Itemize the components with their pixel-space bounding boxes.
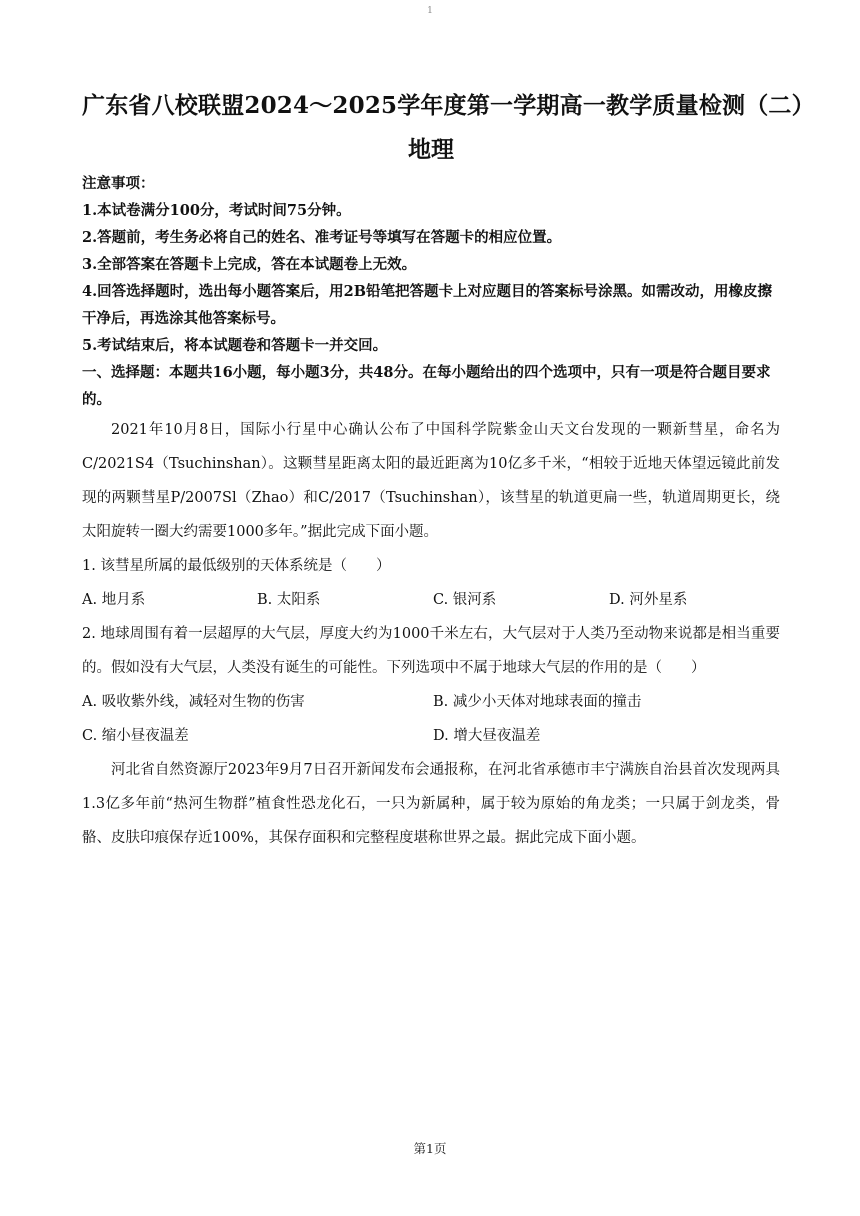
question-2-option-d: D. 增大昼夜温差 — [433, 728, 541, 744]
question-1-option-b: B. 太阳系 — [257, 592, 321, 608]
subject-title: 地理 — [408, 136, 454, 163]
notice-heading: 注意事项： — [82, 175, 155, 192]
passage-comet: 2021年10月8日，国际小行星中心确认公布了中国科学院紫金山天文台发现的一颗新彗星，命名为C/2021S4（Tsuchinshan）。这颗彗星距离太阳的最近距离为10亿多千米，“相较于近地天体望远镜此前发现的两颗彗星P/2007Sl（Zhao）和C/2017（Tsuchinshan），该彗星的轨道更扁一些，轨道周期更长，绕太阳旋转一圈大约需要1000多年。”据此完成下面小题。 — [82, 422, 780, 540]
question-1-options — [82, 583, 780, 617]
notice-item: 2.答题前，考生务必将自己的姓名、准考证号等填写在答题卡的相应位置。 — [82, 229, 562, 246]
question-1-option-d: D. 河外星系 — [609, 592, 688, 608]
page-number: 第1页 — [413, 1141, 447, 1156]
section-heading: 一、选择题：本题共16小题，每小题3分，共48分。在每小题给出的四个选项中，只有一项是符合题目要求的。 — [82, 364, 771, 408]
notice-block — [82, 170, 780, 359]
question-2-options — [82, 685, 780, 753]
notice-item: 4.回答选择题时，选出每小题答案后，用2B铅笔把答题卡上对应题目的答案标号涂黑。如需改动，用橡皮擦干净后，再选涂其他答案标号。 — [82, 283, 772, 327]
question-1-option-a: A. 地月系 — [82, 592, 146, 608]
top-page-mark: 1 — [427, 6, 433, 16]
notice-item: 3.全部答案在答题卡上完成，答在本试题卷上无效。 — [82, 256, 417, 273]
question-2-option-a: A. 吸收紫外线，减轻对生物的伤害 — [82, 694, 305, 710]
notice-item: 1.本试卷满分100分，考试时间75分钟。 — [82, 202, 351, 219]
exam-page — [82, 86, 815, 855]
passage-dinosaur: 河北省自然资源厅2023年9月7日召开新闻发布会通报称，在河北省承德市丰宁满族自治县首次发现两具1.3亿多年前“热河生物群”植食性恐龙化石，一只为新属种，属于较为原始的角龙类；一只属于剑龙类，骨骼、皮肤印痕保存近100%，其保存面积和完整程度堪称世界之最。据此完成下面小题。 — [82, 762, 780, 846]
question-2-stem: 2. 地球周围有着一层超厚的大气层，厚度大约为1000千米左右，大气层对于人类乃至动物来说都是相当重要的。假如没有大气层，人类没有诞生的可能性。下列选项中不属于地球大气层的作用的是（ ） — [82, 626, 780, 676]
exam-title: 广东省八校联盟2024～2025学年度第一学期高一教学质量检测（二） — [82, 92, 815, 119]
question-1-stem: 1. 该彗星所属的最低级别的天体系统是（ ） — [82, 558, 391, 574]
notice-item: 5.考试结束后，将本试题卷和答题卡一并交回。 — [82, 337, 388, 354]
question-1-option-c: C. 银河系 — [433, 592, 497, 608]
question-2-option-b: B. 减少小天体对地球表面的撞击 — [433, 694, 642, 710]
question-2-option-c: C. 缩小昼夜温差 — [82, 728, 189, 744]
